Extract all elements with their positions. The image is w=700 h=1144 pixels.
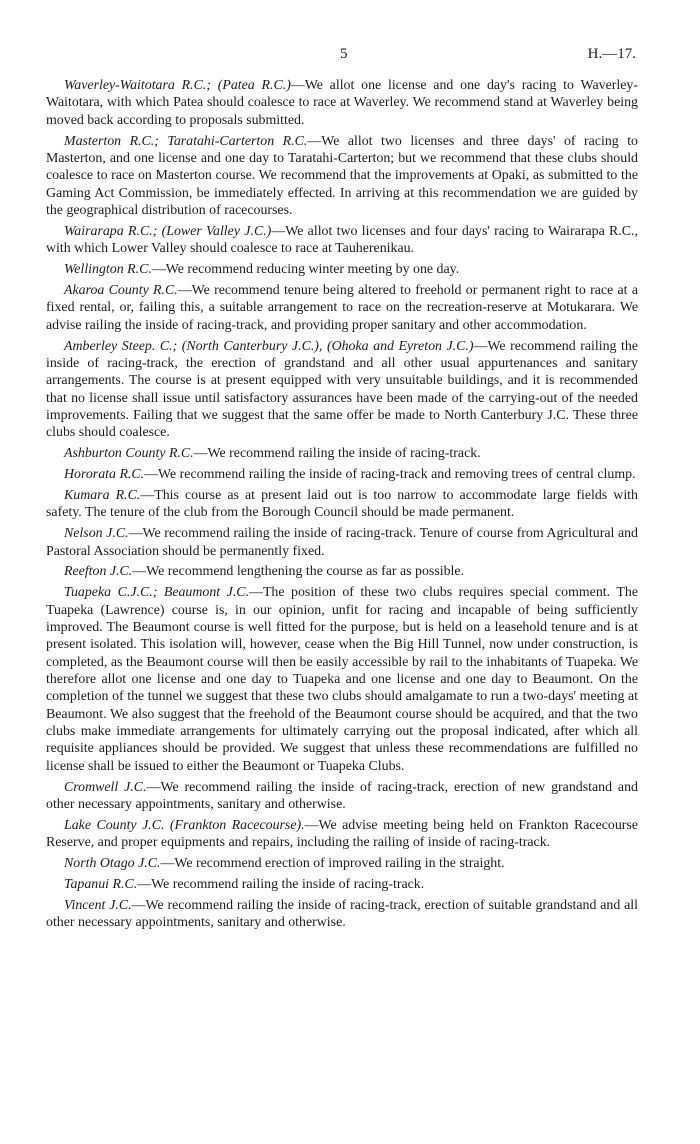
paragraph — [46, 282, 638, 334]
paragraph — [46, 525, 638, 560]
paragraph — [46, 338, 638, 442]
paragraph-text: —We recommend railing the inside of racing-track. — [193, 446, 481, 462]
paragraph-text: —We recommend railing the inside of racing-track. — [137, 876, 425, 892]
paragraph-text: —We recommend lengthening the course as far as possible. — [132, 564, 465, 580]
club-heading: Lake County J.C. (Frankton Racecourse). — [64, 817, 305, 833]
club-heading: Akaroa County R.C. — [64, 282, 178, 298]
page-header — [0, 46, 700, 68]
paragraph-text: —We allot two licenses and four days' racing to Wairarapa R.C., with which Lower Valley should coalesce to race at Tauherenikau. — [46, 223, 638, 257]
paragraph — [46, 584, 638, 775]
club-heading: Tapanui R.C. — [64, 876, 138, 892]
club-heading: Nelson J.C. — [64, 526, 129, 542]
document-reference: H.—17. — [587, 46, 636, 62]
club-heading: Amberley Steep. C.; (North Canterbury J.C.), (Ohoka and Eyreton J.C.) — [64, 338, 474, 354]
paragraph — [46, 77, 638, 129]
paragraph-text: —We recommend railing the inside of racing-track, the erection of grandstand and all other usual appurtenances and sanitary arrangements. The course is at present equipped with very unsuitable buildings, and it is recommended that no license shall issue until satisfactory assurances have been made of the carrying-out of the needed improvements. Failing that we suggest that the same offer be made to North Canterbury J.C. These three clubs should coalesce. — [46, 338, 638, 441]
paragraph — [46, 223, 638, 258]
club-heading: Waverley-Waitotara R.C.; (Patea R.C.) — [64, 78, 291, 93]
paragraph — [46, 466, 638, 483]
club-heading: North Otago J.C. — [64, 856, 161, 872]
club-heading: Vincent J.C. — [64, 897, 132, 913]
club-heading: Hororata R.C. — [64, 467, 145, 483]
paragraph-text: —We recommend railing the inside of racing-track, erection of suitable grandstand and all other necessary appointments, sanitary and otherwise. — [46, 897, 638, 931]
paragraph — [46, 445, 638, 462]
paragraph — [46, 133, 638, 220]
paragraph-text: —We allot one license and one day's racing to Waverley-Waitotara, with which Patea should coalesce to race at Waverley. We recommend stand at Waverley being moved back according to proposals submitted. — [46, 78, 638, 128]
club-heading: Ashburton County R.C. — [64, 446, 194, 462]
paragraph-text: —We recommend railing the inside of racing-track. Tenure of course from Agricultural and Pastoral Association should be permanently fixed. — [46, 526, 638, 559]
paragraph-text: —We recommend railing the inside of racing-track and removing trees of central clump. — [144, 467, 636, 483]
club-heading: Reefton J.C. — [64, 564, 133, 580]
body-text — [46, 77, 638, 935]
paragraph — [46, 487, 638, 522]
paragraph-text: —We recommend railing the inside of racing-track, erection of new grandstand and other necessary appointments, sanitary and otherwise. — [46, 779, 638, 812]
paragraph-text: —The position of these two clubs requires special comment. The Tuapeka (Lawrence) course is, in our opinion, unfit for racing and incapable of being sufficiently improved. The Beaumont course is well fitted for the purpose, but is held on a leasehold tenure and is at present isolated. This isolation will, however, cease when the Big Hill Tunnel, now under construction, is completed, as the Beaumont course will then be easily accessible by rail to the inhabitants of Tuapeka. We therefore allot one license and one day to Tuapeka and one license and one day to Beaumont. On the completion of the tunnel we suggest that these two clubs should amalgamate to run a two-days' meeting at Beaumont. We also suggest that the freehold of the Beaumont course should be acquired, and that the two clubs make immediate arrangements for ultimately carrying out the proposal indicated, after which all requisite appliances should be provided. We suggest that unless these recommendations are fulfilled no license shall be issued to either the Beaumont or Tuapeka Clubs. — [46, 585, 638, 774]
club-heading: Masterton R.C.; Taratahi-Carterton R.C. — [64, 133, 308, 149]
page-number: 5 — [340, 46, 348, 62]
paragraph-text: —We allot two licenses and three days' of racing to Masterton, and one license and one day to Taratahi-Carterton; but we recommend that these clubs should coalesce to race on Masterton course. We recommend that the improvements at Opaki, as submitted to the Gaming Act Commission, be immediately effected. In arriving at this recommendation we are guided by the geographical distribution of racecourses. — [46, 133, 638, 218]
paragraph — [46, 897, 638, 932]
paragraph — [46, 563, 638, 580]
club-heading: Wellington R.C. — [64, 262, 152, 278]
paragraph-text: —We advise meeting being held on Frankton Racecourse Reserve, and proper equipments and repairs, including the railing of inside of racing-track. — [46, 817, 638, 851]
club-heading: Cromwell J.C. — [64, 779, 147, 795]
club-heading: Tuapeka C.J.C.; Beaumont J.C. — [64, 585, 250, 601]
club-heading: Kumara R.C. — [64, 487, 141, 503]
paragraph — [46, 817, 638, 852]
paragraph — [46, 876, 638, 893]
club-heading: Wairarapa R.C.; (Lower Valley J.C.) — [64, 223, 272, 239]
paragraph-text: —This course as at present laid out is too narrow to accommodate large fields with safety. The tenure of the club from the Borough Council should be made permanent. — [46, 487, 638, 521]
paragraph — [46, 779, 638, 814]
paragraph — [46, 261, 638, 278]
paragraph-text: —We recommend tenure being altered to freehold or permanent right to race at a fixed rental, or, failing this, a suitable arrangement to race on the recreation-reserve at Motukarara. We advise railing the inside of racing-track, and providing proper sanitary and other accommodation. — [46, 282, 638, 333]
paragraph-text: —We recommend reducing winter meeting by one day. — [151, 262, 460, 278]
paragraph-text: —We recommend erection of improved railing in the straight. — [160, 856, 505, 872]
paragraph — [46, 855, 638, 872]
